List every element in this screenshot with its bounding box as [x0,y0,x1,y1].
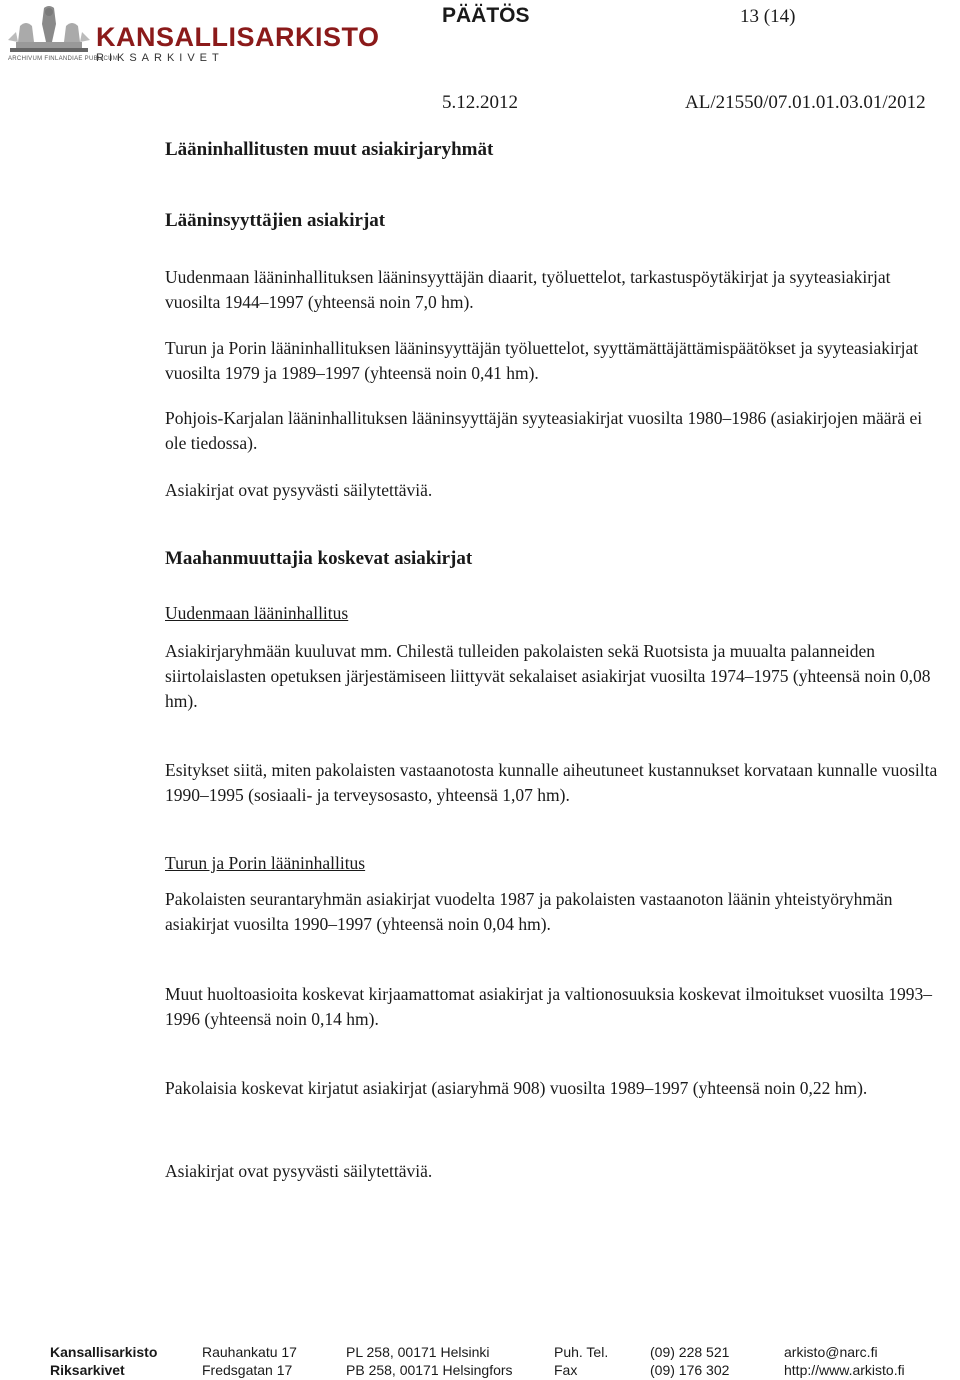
page-number: 13 (14) [740,6,796,27]
paragraph: Uudenmaan lääninhallituksen lääninsyyttäjän diaarit, työluettelot, tarkastuspöytäkirjat ja syyteasiakirjat vuosilta 1944–1997 (yhteensä noin 7,0 hm). [165,267,891,312]
footer-street: Fredsgatan 17 [202,1362,293,1378]
footer-email[interactable]: arkisto@narc.fi [784,1344,878,1360]
paragraph: Esitykset siitä, miten pakolaisten vastaanotosta kunnalle aiheutuneet kustannukset korvataan kunnalle vuosilta 1990–1995 (sosiaali- ja terveysosasto, yhteensä 1,07 hm). [165,760,938,805]
section-heading: Maahanmuuttajia koskevat asiakirjat [165,548,473,569]
paragraph: Pohjois-Karjalan lääninhallituksen lääninsyyttäjän syyteasiakirjat vuosilta 1980–1986 (asiakirjojen määrä ei ole tiedossa). [165,408,923,453]
document-type: PÄÄTÖS [442,4,530,27]
footer-org: Kansallisarkisto [50,1344,158,1360]
document-reference: AL/21550/07.01.01.03.01/2012 [685,92,926,113]
footer-fax-label: Fax [554,1362,578,1378]
logo-latin-text: ARCHIVUM FINLANDIAE PUBLICUM [8,56,119,62]
footer-fax: (09) 176 302 [650,1362,730,1378]
footer-postbox: PL 258, 00171 Helsinki [346,1344,490,1360]
footer-phone-label: Puh. Tel. [554,1344,609,1360]
footer-website-link[interactable]: http://www.arkisto.fi [784,1362,905,1378]
subsection-heading: Lääninsyyttäjien asiakirjat [165,210,386,231]
footer-phone: (09) 228 521 [650,1344,730,1360]
paragraph: Pakolaisten seurantaryhmän asiakirjat vuodelta 1987 ja pakolaisten vastaanoton läänin yhteistyöryhmän asiakirjat vuosilta 1990–1997 (yhteensä noin 0,04 hm). [165,889,893,934]
paragraph: Asiakirjat ovat pysyvästi säilytettäviä. [165,480,433,500]
subheading-underlined: Turun ja Porin lääninhallitus [165,853,366,873]
footer-street: Rauhankatu 17 [202,1344,297,1360]
logo-swedish-text: RIKSARKIVET [96,52,224,64]
footer-org: Riksarkivet [50,1362,125,1378]
paragraph: Asiakirjaryhmään kuuluvat mm. Chilestä tulleiden pakolaisten sekä Ruotsista ja muualta palanneiden siirtolaislasten opetuksen järjestämiseen liittyvät sekalaiset asiakirjat vuosilta 1974–1975 (yhteensä noin 0,08 hm). [165,641,931,711]
archive-emblem-icon [6,4,92,54]
logo-brand-text: KANSALLISARKISTO [96,22,380,52]
document-date: 5.12.2012 [442,92,518,113]
paragraph: Pakolaisia koskevat kirjatut asiakirjat (asiaryhmä 908) vuosilta 1989–1997 (yhteensä noin 0,22 hm). [165,1078,868,1098]
subheading-underlined: Uudenmaan lääninhallitus [165,603,349,623]
paragraph: Muut huoltoasioita koskevat kirjaamattomat asiakirjat ja valtionosuuksia koskevat ilmoitukset vuosilta 1993–1996 (yhteensä noin 0,14 hm). [165,984,932,1029]
paragraph: Asiakirjat ovat pysyvästi säilytettäviä. [165,1161,433,1181]
section-heading: Lääninhallitusten muut asiakirjaryhmät [165,139,494,160]
paragraph: Turun ja Porin lääninhallituksen lääninsyyttäjän työluettelot, syyttämättäjättämispäätökset ja syyteasiakirjat vuosilta 1979 ja 1989–1997 (yhteensä noin 0,41 hm). [165,338,919,383]
footer-postbox: PB 258, 00171 Helsingfors [346,1362,513,1378]
